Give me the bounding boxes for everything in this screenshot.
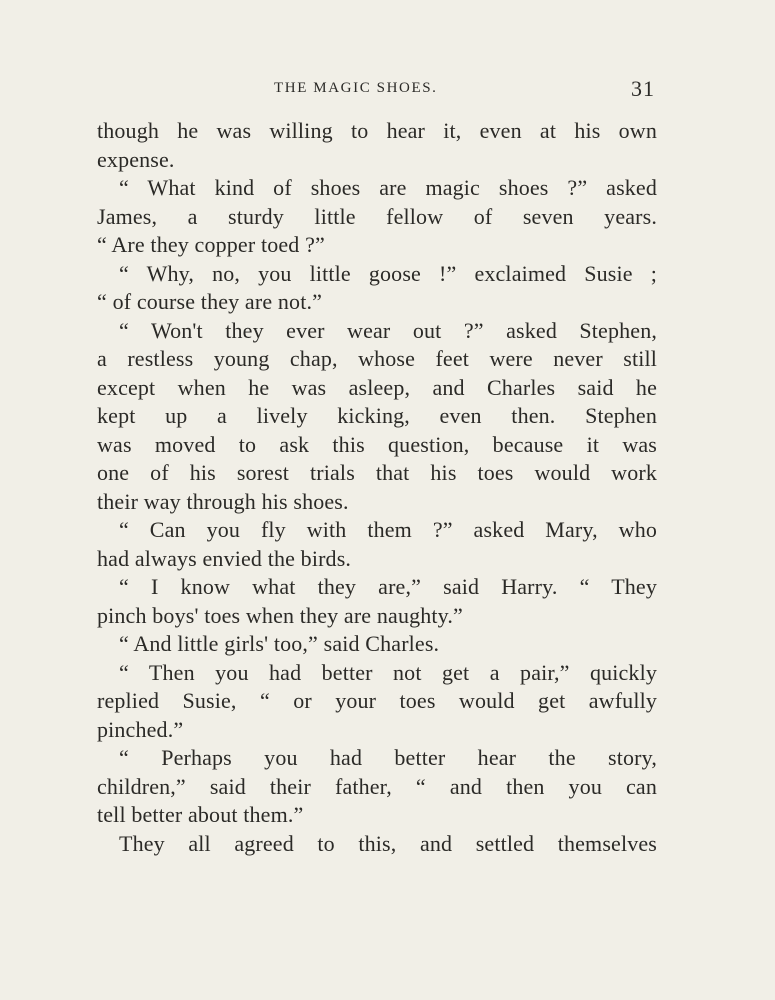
- text-line: kept up a lively kicking, even then. Stephen: [97, 403, 657, 428]
- text-line: expense.: [97, 146, 175, 172]
- page-number: 31: [631, 76, 655, 101]
- text-line: replied Susie, “ or your toes would get awfully: [97, 688, 657, 713]
- text-line: “ Why, no, you little goose !” exclaimed Susie ;: [119, 260, 657, 286]
- text-line: pinch boys' toes when they are naughty.”: [97, 602, 463, 628]
- text-line: one of his sorest trials that his toes would work: [97, 460, 657, 485]
- text-line: “ What kind of shoes are magic shoes ?” asked: [119, 175, 657, 200]
- text-line: “ Then you had better not get a pair,” quickly: [119, 659, 657, 685]
- text-line: a restless young chap, whose feet were never still: [97, 346, 657, 371]
- text-line: tell better about them.”: [97, 802, 304, 827]
- text-line: was moved to ask this question, because it was: [97, 431, 657, 457]
- text-line: had always envied the birds.: [97, 545, 352, 571]
- text-line: “ And little girls' too,” said Charles.: [119, 631, 440, 656]
- text-line: “ I know what they are,” said Harry. “ They: [119, 574, 657, 599]
- text-line: pinched.”: [97, 716, 184, 742]
- text-line: They all agreed to this, and settled themselves: [119, 830, 657, 856]
- text-line: children,” said their father, “ and then you can: [97, 773, 657, 799]
- text-line: their way through his shoes.: [97, 488, 349, 514]
- text-line: though he was willing to hear it, even at his own: [97, 118, 657, 143]
- running-title: THE MAGIC SHOES.: [274, 80, 438, 96]
- running-head: [0, 76, 775, 104]
- text-line: James, a sturdy little fellow of seven years.: [97, 203, 657, 229]
- text-line: “ of course they are not.”: [97, 289, 323, 314]
- text-line: “ Are they copper toed ?”: [97, 232, 325, 257]
- text-line: “ Won't they ever wear out ?” asked Stephen,: [119, 317, 657, 343]
- body-text: [97, 117, 657, 858]
- text-line: except when he was asleep, and Charles said he: [97, 374, 657, 400]
- text-line: “ Can you fly with them ?” asked Mary, who: [119, 517, 657, 542]
- text-line: “ Perhaps you had better hear the story,: [119, 745, 657, 770]
